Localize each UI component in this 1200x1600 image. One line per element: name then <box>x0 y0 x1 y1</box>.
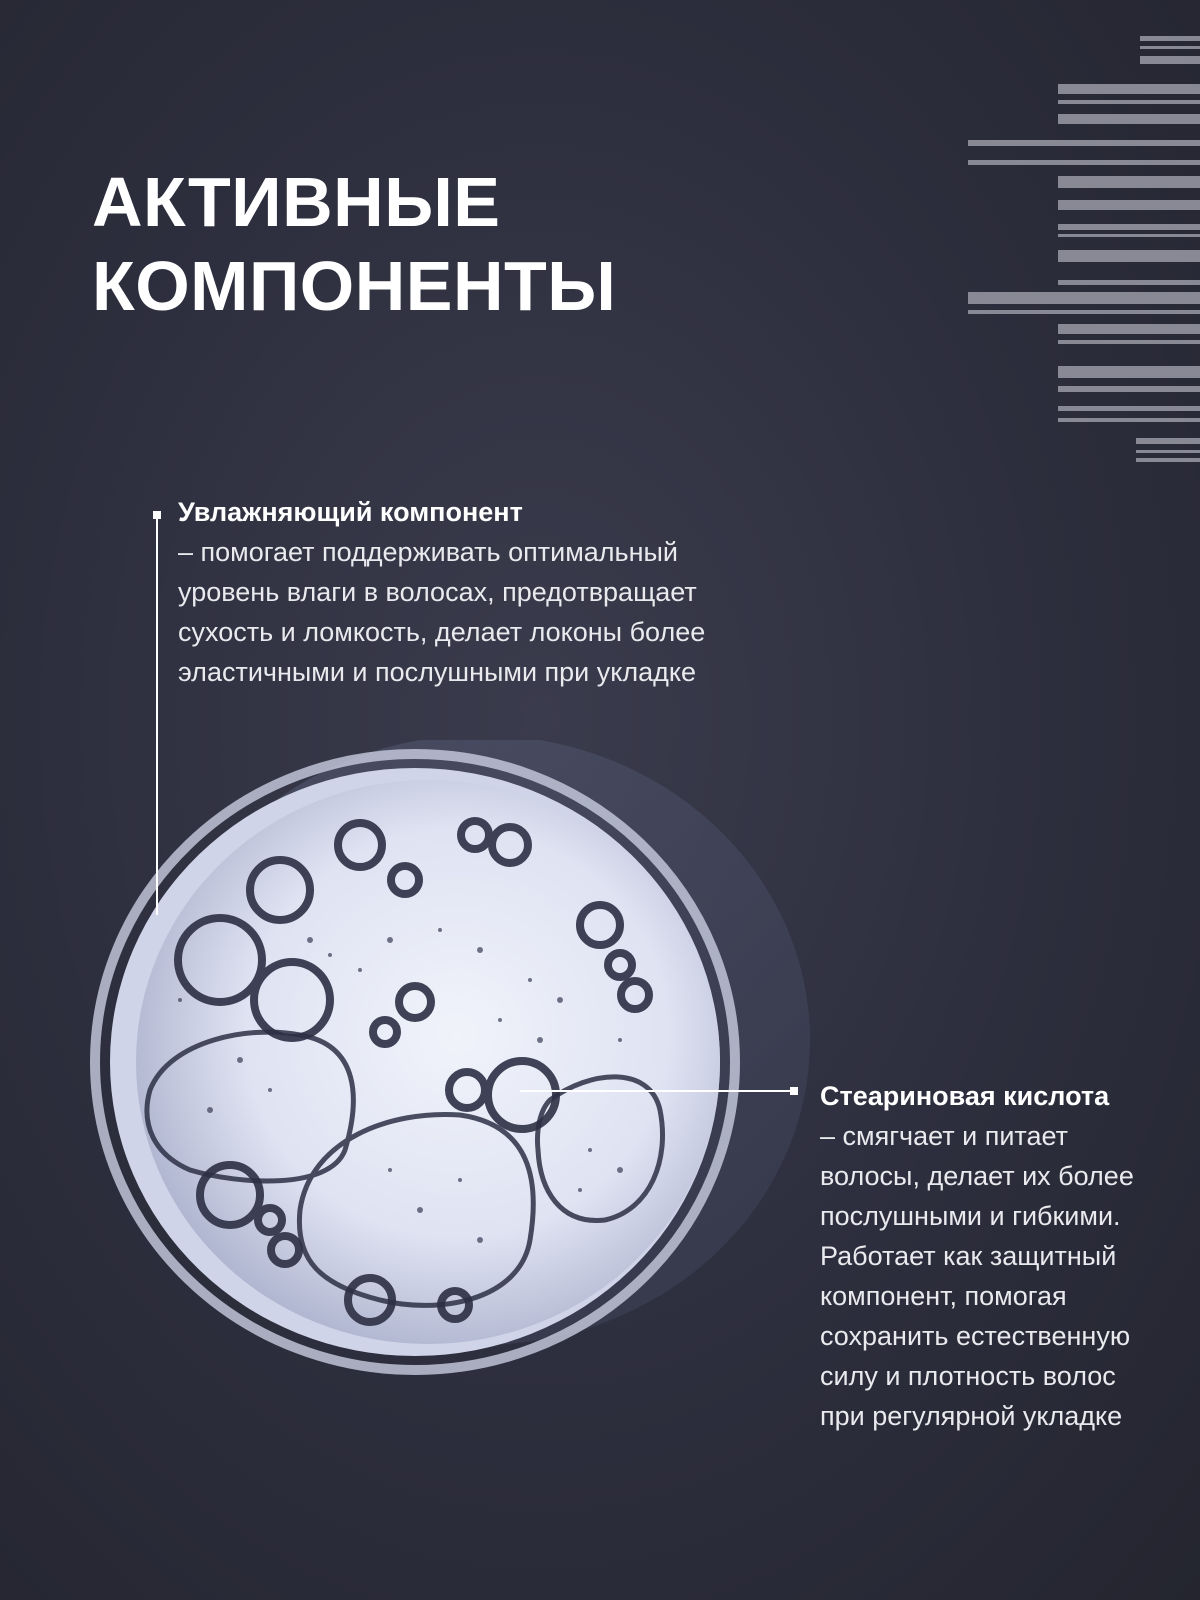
callout-1-line <box>156 515 158 915</box>
barcode-decoration <box>968 30 1200 480</box>
callout-stearic-acid <box>820 1076 1180 1436</box>
title-line-2: КОМПОНЕНТЫ <box>92 247 617 325</box>
callout-text: – смягчает и питает волосы, делает их более послушными и гибкими. Работает как защитный компонент, помогая сохранить естественную силу и плотность волос при регулярной укладке <box>820 1121 1134 1431</box>
title-line-1: АКТИВНЫЕ <box>92 163 501 241</box>
callout-2-marker <box>790 1087 798 1095</box>
callout-moisturizing <box>178 492 798 692</box>
callout-2-line <box>520 1090 790 1092</box>
page-title <box>92 160 616 328</box>
callout-heading: Стеариновая кислота <box>820 1081 1110 1111</box>
petri-dish-image <box>60 740 820 1380</box>
callout-text: – помогает поддерживать оптимальный уровень влаги в волосах, предотвращает сухость и ломкость, делает локоны более эластичными и послушными при укладке <box>178 537 706 687</box>
callout-heading: Увлажняющий компонент <box>178 497 523 527</box>
